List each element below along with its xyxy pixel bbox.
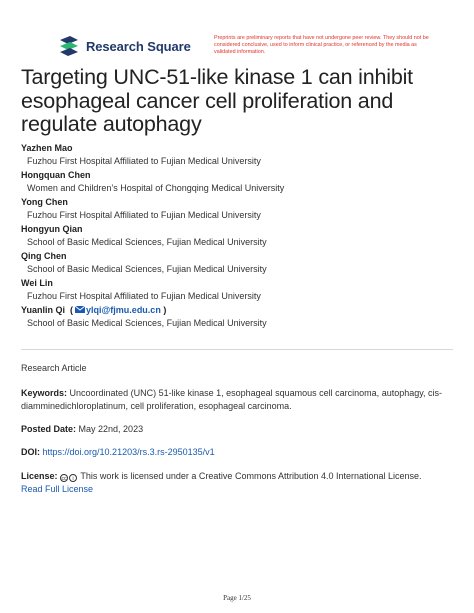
author-entry [21, 250, 461, 276]
author-email-link[interactable]: ylqi@fjmu.edu.cn [86, 305, 161, 315]
author-name: Hongquan Chen [21, 170, 91, 180]
posted-date-block [21, 423, 461, 436]
author-entry [21, 223, 461, 249]
keywords-text: Uncoordinated (UNC) 51-like kinase 1, esophageal squamous cell carcinoma, autophagy, cis-diamminedichloroplatinum, cell proliferation, esophageal carcinoma. [21, 388, 443, 411]
license-block [21, 470, 461, 496]
keywords-block [21, 387, 461, 413]
author-entry [21, 169, 461, 195]
doi-link[interactable]: https://doi.org/10.21203/rs.3.rs-2950135/v1 [42, 447, 215, 457]
header [0, 0, 474, 64]
corresponding-author-name [21, 304, 461, 317]
author-affiliation: School of Basic Medical Sciences, Fujian Medical University [27, 318, 267, 328]
license-label: License: [21, 471, 58, 481]
author-list [21, 142, 461, 331]
read-full-license-link[interactable]: Read Full License [21, 484, 94, 494]
author-affiliation: Fuzhou First Hospital Affiliated to Fujian Medical University [27, 291, 261, 301]
paper-title: Targeting UNC-51-like kinase 1 can inhibit esophageal cancer cell proliferation and regulate autophagy [21, 65, 413, 136]
section-divider [21, 349, 453, 350]
author-name: Yong Chen [21, 197, 68, 207]
author-name: Yuanlin Qi [21, 305, 66, 315]
attribution-icon: i [69, 474, 77, 482]
preprint-disclaimer: Preprints are preliminary reports that have not undergone peer review. They should not be considered conclusive, used to inform clinical practice, or referenced by the media as validated information. [214, 35, 429, 56]
email-paren-open: ( [67, 305, 74, 315]
author-name: Wei Lin [21, 278, 53, 288]
page-number: Page 1/25 [223, 594, 251, 602]
license-text: This work is licensed under a Creative Commons Attribution 4.0 International License. [80, 471, 422, 481]
author-name: Yazhen Mao [21, 143, 73, 153]
posted-date-label: Posted Date: [21, 424, 77, 434]
author-affiliation: Fuzhou First Hospital Affiliated to Fujian Medical University [27, 156, 261, 166]
doi-block [21, 446, 461, 459]
author-affiliation: Fuzhou First Hospital Affiliated to Fujian Medical University [27, 210, 261, 220]
logo-text: Research Square [86, 38, 191, 54]
author-entry [21, 277, 461, 303]
keywords-label: Keywords: [21, 388, 68, 398]
author-affiliation: School of Basic Medical Sciences, Fujian Medical University [27, 237, 267, 247]
author-entry [21, 196, 461, 222]
email-paren-close: ) [160, 305, 167, 315]
logo-icon [58, 36, 80, 56]
creative-commons-icon: cc [61, 476, 67, 482]
author-entry [21, 304, 461, 330]
article-type: Research Article [21, 363, 87, 373]
posted-date-value: May 22nd, 2023 [78, 424, 144, 434]
author-name: Qing Chen [21, 251, 67, 261]
envelope-icon [75, 306, 85, 313]
author-affiliation: School of Basic Medical Sciences, Fujian Medical University [27, 264, 267, 274]
author-entry [21, 142, 461, 168]
doi-label: DOI: [21, 447, 40, 457]
author-affiliation: Women and Children’s Hospital of Chongqing Medical University [27, 183, 285, 193]
author-name: Hongyun Qian [21, 224, 83, 234]
research-square-logo[interactable] [58, 36, 191, 56]
